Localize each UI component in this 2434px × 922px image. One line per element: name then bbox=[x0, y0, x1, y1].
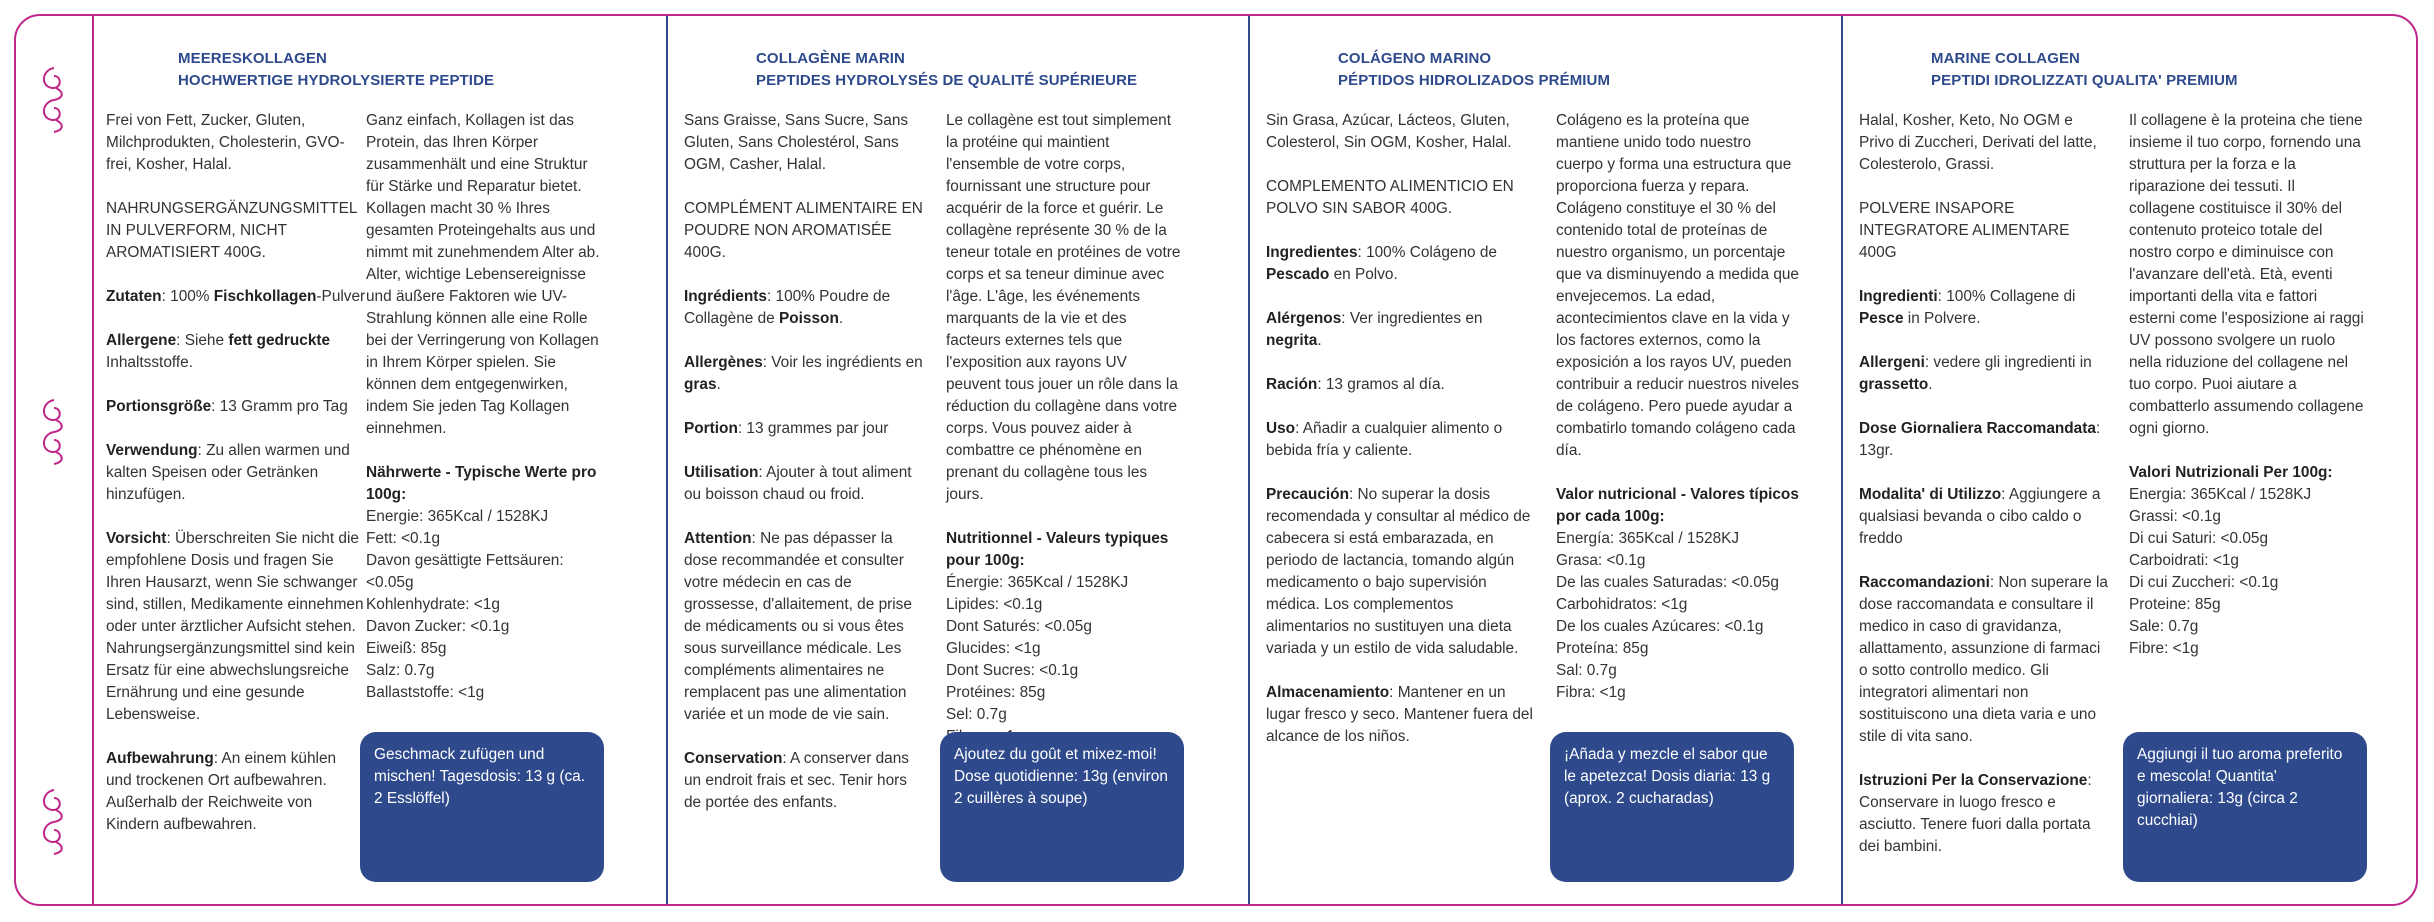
storage-text bbox=[684, 748, 924, 814]
italy-flag bbox=[1859, 48, 1917, 84]
left-column bbox=[1859, 110, 2109, 880]
caution-label: Precaución bbox=[1266, 486, 1349, 503]
panel-header bbox=[1859, 48, 2238, 92]
portion-label: Portionsgröße bbox=[106, 398, 212, 415]
swirl-icon bbox=[34, 786, 74, 856]
nutrition-row: Glucides: <1g bbox=[946, 640, 1041, 657]
right-column bbox=[366, 110, 606, 704]
nutrition-row: Dont Saturés: <0.05g bbox=[946, 618, 1092, 635]
free-from-text: Sans Graisse, Sans Sucre, Sans Gluten, Sans Cholestérol, Sans OGM, Casher, Halal. bbox=[684, 112, 909, 173]
usage-label: Utilisation bbox=[684, 464, 759, 481]
serving-box bbox=[360, 732, 604, 882]
glass-spoon-icon bbox=[392, 830, 422, 868]
ingredients-suffix: en Polvo. bbox=[1329, 266, 1398, 283]
nutrition-row: Energie: 365Kcal / 1528KJ bbox=[366, 508, 549, 525]
title-block bbox=[178, 48, 494, 92]
portion-label: Ración bbox=[1266, 376, 1318, 393]
portion-value: : 13gr. bbox=[1859, 420, 2101, 459]
product-subtitle: PEPTIDES HYDROLYSÉS DE QUALITÉ SUPÉRIEURE bbox=[756, 72, 1138, 89]
smoothie-cup-icon bbox=[2251, 830, 2281, 868]
allergens-bold: fett gedruckte bbox=[228, 332, 331, 349]
serving-box-text: Geschmack zufügen und mischen! Tagesdosis: 13 g (ca. 2 Esslöffel) bbox=[374, 746, 586, 807]
product-type-text: POLVERE INSAPORE INTEGRATORE ALIMENTARE 400G bbox=[1859, 200, 2070, 261]
nutrition-row: Protéines: 85g bbox=[946, 684, 1046, 701]
blender-icon bbox=[440, 830, 470, 868]
portion-value: : 13 gramos al día. bbox=[1317, 376, 1445, 393]
nutrition-heading: Nährwerte - Typische Werte pro 100g: bbox=[366, 464, 597, 503]
left-column bbox=[684, 110, 924, 836]
caution-text bbox=[1266, 484, 1536, 660]
nutrition-row: Proteína: 85g bbox=[1556, 640, 1649, 657]
portion-value: : 13 grammes par jour bbox=[737, 420, 889, 437]
portion-text bbox=[684, 418, 924, 440]
product-title: COLLAGÈNE MARIN bbox=[756, 50, 905, 67]
portion-text bbox=[1859, 418, 2109, 462]
product-subtitle: PEPTIDI IDROLIZZATI QUALITA' PREMIUM bbox=[1931, 72, 2238, 89]
nutrition-row: Salz: 0.7g bbox=[366, 662, 435, 679]
nutrition-heading: Valori Nutrizionali Per 100g: bbox=[2129, 464, 2333, 481]
ingredients-text bbox=[684, 286, 924, 330]
nutrition-row: Di cui Saturi: <0.05g bbox=[2129, 530, 2269, 547]
ingredients-allergen: Pesce bbox=[1859, 310, 1904, 327]
nutrition-row: Ballaststoffe: <1g bbox=[366, 684, 485, 701]
glass-spoon-icon bbox=[972, 830, 1002, 868]
glass-spoon-icon bbox=[1582, 830, 1612, 868]
ingredients-text bbox=[1859, 286, 2109, 330]
storage-text bbox=[1859, 770, 2109, 858]
left-column bbox=[1266, 110, 1536, 770]
usage-value: : Añadir a cualquier alimento o bebida fría y caliente. bbox=[1266, 420, 1503, 459]
usage-label: Verwendung bbox=[106, 442, 198, 459]
product-title: MARINE COLLAGEN bbox=[1931, 50, 2080, 67]
free-from-text: Sin Grasa, Azúcar, Lácteos, Gluten, Colesterol, Sin OGM, Kosher, Halal. bbox=[1266, 112, 1512, 151]
decorative-strip bbox=[16, 16, 94, 904]
usage-text bbox=[1859, 484, 2109, 550]
ingredients-label: Ingredientes bbox=[1266, 244, 1358, 261]
blender-icon bbox=[2203, 830, 2233, 868]
usage-text bbox=[684, 462, 924, 506]
bottle-icon bbox=[1726, 830, 1756, 868]
ingredients-text bbox=[106, 286, 366, 308]
allergens-suffix: . bbox=[1928, 376, 1933, 393]
usage-value: : Zu allen warmen und kalten Speisen oder Getränken hinzufügen. bbox=[106, 442, 350, 503]
nutrition-row: Fibra: <1g bbox=[1556, 684, 1626, 701]
smoothie-cup-icon bbox=[1068, 830, 1098, 868]
product-title: COLÁGENO MARINO bbox=[1338, 50, 1492, 67]
usage-value: : Ajouter à tout aliment ou boisson chaud ou froid. bbox=[684, 464, 912, 503]
panel-header bbox=[106, 48, 494, 92]
serving-icons bbox=[392, 830, 566, 868]
bottle-icon bbox=[536, 830, 566, 868]
storage-text bbox=[1266, 682, 1536, 748]
product-title: MEERESKOLLAGEN bbox=[178, 50, 327, 67]
nutrition-row: Kohlenhydrate: <1g bbox=[366, 596, 500, 613]
smoothie-cup-icon bbox=[1678, 830, 1708, 868]
bottle-icon bbox=[1116, 830, 1146, 868]
ingredients-suffix: -Pulver bbox=[316, 288, 366, 305]
title-block bbox=[756, 48, 1137, 92]
nutrition-table bbox=[2129, 462, 2364, 660]
nutrition-table bbox=[366, 462, 606, 704]
allergens-label: Allergene bbox=[106, 332, 177, 349]
ingredients-suffix: . bbox=[838, 310, 844, 327]
nutrition-row: Fett: <0.1g bbox=[366, 530, 441, 547]
allergens-value: : Siehe bbox=[176, 332, 229, 349]
storage-value: : A conserver dans un endroit frais et sec. Tenir hors de portée des enfants. bbox=[684, 750, 909, 811]
nutrition-row: Davon gesättigte Fettsäuren: <0.05g bbox=[366, 552, 564, 591]
collagen-description: Colágeno es la proteína que mantiene unido todo nuestro cuerpo y forma una estructura que proporciona fuerza y repara. Colágeno constituye el 30 % del contenido total de proteínas de nuestro organismo, un porcentaje que va disminuyendo a medida que envejecemos. La edad, acontecimientos clave en la vida y los factores externos, como la exposición a los rayos UV, pueden contribuir a reducir nuestros niveles de colágeno. Pero puede ayudar a combatirlo tomando colágeno cada día. bbox=[1556, 112, 1799, 459]
right-column bbox=[2129, 110, 2364, 660]
nutrition-table bbox=[1556, 484, 1801, 704]
collagen-description: Ganz einfach, Kollagen ist das Protein, das Ihren Körper zusammenhält und eine Struktur für Stärke und Reparatur bietet. Kollagen macht 30 % Ihres gesamten Proteingehalts aus und nimmt mit zunehmendem Alter ab. Alter, wichtige Lebensereignisse und äußere Faktoren wie UV-Strahlung können alle eine Rolle bei der Verringerung von Kollagen in Ihrem Körper spielen. Sie können dem entgegenwirken, indem Sie jeden Tag Kollagen einnehmen. bbox=[366, 112, 600, 437]
storage-label: Almacenamiento bbox=[1266, 684, 1390, 701]
ingredients-label: Ingrédients bbox=[684, 288, 767, 305]
collagen-description: Le collagène est tout simplement la protéine qui maintient l'ensemble de votre corps, fournissant une structure pour acquérir de la force et guérir. Le collagène représente 30 % de la teneur totale en protéines de votre corps et sa teneur diminue avec l'âge. L'âge, les événements marquants de la vie et des facteurs externes tels que l'exposition aux rayons UV peuvent tous jouer un rôle dans la réduction du collagène dans votre corps. Vous pouvez aider à combattre ce phénomène en prenant du collagène tous les jours. bbox=[946, 112, 1181, 503]
storage-label: Aufbewahrung bbox=[106, 750, 214, 767]
ingredients-label: Ingredienti bbox=[1859, 288, 1938, 305]
nutrition-row: Sal: 0.7g bbox=[1556, 662, 1617, 679]
product-subtitle: HOCHWERTIGE HYDROLYSIERTE PEPTIDE bbox=[178, 72, 495, 89]
serving-box bbox=[2123, 732, 2367, 882]
nutrition-row: Eiweiß: 85g bbox=[366, 640, 447, 657]
usage-text bbox=[1266, 418, 1536, 462]
ingredients-suffix: in Polvere. bbox=[1903, 310, 1981, 327]
germany-flag bbox=[106, 48, 164, 84]
nutrition-row: De los cuales Azúcares: <0.1g bbox=[1556, 618, 1764, 635]
caution-value: : No superar la dosis recomendada y consultar al médico de cabecera si está embarazada, en periodo de lactancia, tomando algún medicamento o bajo supervisión médica. Los complementos alimentarios no sustituyen una dieta variada y un estilo de vida saludable. bbox=[1266, 486, 1531, 657]
ingredients-value: : 100% Collagene di bbox=[1937, 288, 2076, 305]
storage-label: Conservation bbox=[684, 750, 783, 767]
allergens-text bbox=[684, 352, 924, 396]
caution-label: Vorsicht bbox=[106, 530, 167, 547]
serving-box-text: Ajoutez du goût et mixez-moi! Dose quotidienne: 13g (environ 2 cuillères à soupe) bbox=[954, 746, 1168, 807]
nutrition-row: Proteine: 85g bbox=[2129, 596, 2221, 613]
nutrition-row: Énergie: 365Kcal / 1528KJ bbox=[946, 574, 1129, 591]
ingredients-value: : 100% Colágeno de bbox=[1357, 244, 1497, 261]
nutrition-row: Carboidrati: <1g bbox=[2129, 552, 2239, 569]
nutrition-row: Sel: 0.7g bbox=[946, 706, 1007, 723]
france-flag bbox=[684, 48, 742, 84]
ingredients-value: : 100% Poudre de Collagène de bbox=[684, 288, 891, 327]
caution-label: Attention bbox=[684, 530, 752, 547]
storage-text bbox=[106, 748, 366, 836]
ingredients-value: : 100% bbox=[161, 288, 214, 305]
storage-label: Istruzioni Per la Conservazione bbox=[1859, 772, 2088, 789]
product-type-text: COMPLÉMENT ALIMENTAIRE EN POUDRE NON AROMATISÉE 400G. bbox=[684, 200, 923, 261]
free-from-text: Halal, Kosher, Keto, No OGM e Privo di Zuccheri, Derivati del latte, Colesterolo, Grassi. bbox=[1859, 112, 2097, 173]
caution-value: : Ne pas dépasser la dose recommandée et consulter votre médecin en cas de grossesse, d'allaitement, de prise de médicaments ou si vous êtes sous surveillance médicale. Les compléments alimentaires ne remplacent pas une alimentation variée et un mode de vie sain. bbox=[684, 530, 912, 723]
serving-box-text: ¡Añada y mezcle el sabor que le apetezca! Dosis diaria: 13 g (aprox. 2 cucharadas) bbox=[1564, 746, 1771, 807]
nutrition-row: Grasa: <0.1g bbox=[1556, 552, 1646, 569]
nutrition-table bbox=[946, 528, 1181, 748]
ingredients-label: Zutaten bbox=[106, 288, 162, 305]
caution-value: : Non superare la dose raccomandata e consultare il medico in caso di gravidanza, allattamento, assunzione di farmaci o sotto controllo medico. Gli integratori alimentari non sostituiscono una dieta varia e uno stile di vita sano. bbox=[1859, 574, 2108, 745]
nutrition-row: Energia: 365Kcal / 1528KJ bbox=[2129, 486, 2312, 503]
portion-label: Dose Giornaliera Raccomandata bbox=[1859, 420, 2096, 437]
portion-text bbox=[106, 396, 366, 418]
nutrition-row: Sale: 0.7g bbox=[2129, 618, 2199, 635]
allergens-value: : Ver ingredientes en bbox=[1341, 310, 1483, 327]
allergens-suffix: Inhaltsstoffe. bbox=[106, 354, 193, 371]
usage-text bbox=[106, 440, 366, 506]
allergens-label: Alérgenos bbox=[1266, 310, 1342, 327]
right-column bbox=[1556, 110, 1801, 704]
right-column bbox=[946, 110, 1181, 748]
collagen-description: Il collagene è la proteina che tiene insieme il tuo corpo, fornendo una struttura per la forza e la riparazione dei tessuti. Il collagene costituisce il 30% del contenuto proteico totale del nostro corpo e diminuisce con l'avanzare dell'età. Età, eventi importanti della vita e fattori esterni come l'esposizione ai raggi UV possono svolgere un ruolo nella riduzione del collagene nel tuo corpo. Puoi aiutare a combatterlo assumendo collagene ogni giorno. bbox=[2129, 112, 2364, 437]
title-block bbox=[1338, 48, 1610, 92]
free-from-text: Frei von Fett, Zucker, Gluten, Milchprodukten, Cholesterin, GVO-frei, Kosher, Halal. bbox=[106, 112, 345, 173]
blender-icon bbox=[1020, 830, 1050, 868]
caution-value: : Überschreiten Sie nicht die empfohlene Dosis und fragen Sie Ihren Hausarzt, wenn Sie schwanger sind, stillen, Medikamente einnehmen oder unter ärztlicher Aufsicht stehen. Nahrungsergänzungsmittel sind kein Ersatz für eine abwechslungsreiche Ernährung und eine gesunde Lebensweise. bbox=[106, 530, 364, 723]
serving-box bbox=[1550, 732, 1794, 882]
allergens-bold: grassetto bbox=[1859, 376, 1929, 393]
nutrition-row: Dont Sucres: <0.1g bbox=[946, 662, 1079, 679]
panel-header bbox=[1266, 48, 1610, 92]
title-block bbox=[1931, 48, 2238, 92]
allergens-label: Allergènes bbox=[684, 354, 763, 371]
product-type-text: COMPLEMENTO ALIMENTICIO EN POLVO SIN SABOR 400G. bbox=[1266, 178, 1514, 217]
portion-label: Portion bbox=[684, 420, 738, 437]
panel-fr bbox=[668, 0, 1228, 922]
allergens-suffix: . bbox=[1317, 332, 1322, 349]
swirl-icon bbox=[34, 64, 74, 134]
nutrition-row: De las cuales Saturadas: <0.05g bbox=[1556, 574, 1779, 591]
nutrition-row: Davon Zucker: <0.1g bbox=[366, 618, 510, 635]
nutrition-row: Di cui Zuccheri: <0.1g bbox=[2129, 574, 2279, 591]
storage-value: : Mantener en un lugar fresco y seco. Mantener fuera del alcance de los niños. bbox=[1266, 684, 1533, 745]
nutrition-row: Lipides: <0.1g bbox=[946, 596, 1043, 613]
ingredients-text bbox=[1266, 242, 1536, 286]
storage-value: : An einem kühlen und trockenen Ort aufbewahren. Außerhalb der Reichweite von Kindern aufbewahren. bbox=[106, 750, 337, 833]
caution-text bbox=[106, 528, 366, 726]
ingredients-allergen: Pescado bbox=[1266, 266, 1330, 283]
nutrition-row: Carbohidratos: <1g bbox=[1556, 596, 1688, 613]
caution-label: Raccomandazioni bbox=[1859, 574, 1990, 591]
caution-text bbox=[684, 528, 924, 726]
panel-header bbox=[684, 48, 1137, 92]
allergens-text bbox=[1859, 352, 2109, 396]
panel-de bbox=[90, 0, 650, 922]
nutrition-row: Grassi: <0.1g bbox=[2129, 508, 2221, 525]
allergens-text bbox=[1266, 308, 1536, 352]
left-column bbox=[106, 110, 366, 858]
nutrition-row: Energía: 365Kcal / 1528KJ bbox=[1556, 530, 1740, 547]
allergens-value: : Voir les ingrédients en bbox=[762, 354, 923, 371]
spain-flag bbox=[1266, 48, 1324, 84]
allergens-text bbox=[106, 330, 366, 374]
smoothie-cup-icon bbox=[488, 830, 518, 868]
nutrition-row: Fibre: <1g bbox=[2129, 640, 2199, 657]
usage-label: Uso bbox=[1266, 420, 1296, 437]
ingredients-allergen: Fischkollagen bbox=[213, 288, 317, 305]
portion-value: : 13 Gramm pro Tag bbox=[211, 398, 348, 415]
serving-icons bbox=[972, 830, 1146, 868]
serving-box bbox=[940, 732, 1184, 882]
blender-icon bbox=[1630, 830, 1660, 868]
serving-icons bbox=[1582, 830, 1756, 868]
bottle-icon bbox=[2299, 830, 2329, 868]
allergens-suffix: . bbox=[716, 376, 721, 393]
usage-label: Modalita' di Utilizzo bbox=[1859, 486, 2002, 503]
allergens-label: Allergeni bbox=[1859, 354, 1925, 371]
caution-text bbox=[1859, 572, 2109, 748]
usage-value: : Aggiungere a qualsiasi bevanda o cibo caldo o freddo bbox=[1859, 486, 2101, 547]
portion-text bbox=[1266, 374, 1536, 396]
product-type-text: NAHRUNGSERGÄNZUNGSMITTEL IN PULVERFORM, NICHT AROMATISIERT 400G. bbox=[106, 200, 357, 261]
glass-spoon-icon bbox=[2155, 830, 2185, 868]
product-subtitle: PÉPTIDOS HIDROLIZADOS PRÉMIUM bbox=[1338, 72, 1611, 89]
allergens-bold: gras bbox=[684, 376, 717, 393]
storage-value: : Conservare in luogo fresco e asciutto. Tenere fuori dalla portata dei bambini. bbox=[1859, 772, 2092, 855]
panel-it bbox=[1843, 0, 2403, 922]
serving-box-text: Aggiungi il tuo aroma preferito e mescola! Quantita' giornaliera: 13g (circa 2 cucchiai) bbox=[2137, 746, 2343, 829]
ingredients-allergen: Poisson bbox=[778, 310, 839, 327]
serving-icons bbox=[2155, 830, 2329, 868]
allergens-value: : vedere gli ingredienti in bbox=[1924, 354, 2092, 371]
nutrition-heading: Nutritionnel - Valeurs typiques pour 100g: bbox=[946, 530, 1169, 569]
swirl-icon bbox=[34, 396, 74, 466]
nutrition-heading: Valor nutricional - Valores típicos por cada 100g: bbox=[1556, 486, 1799, 525]
panel-es bbox=[1250, 0, 1810, 922]
allergens-bold: negrita bbox=[1266, 332, 1318, 349]
